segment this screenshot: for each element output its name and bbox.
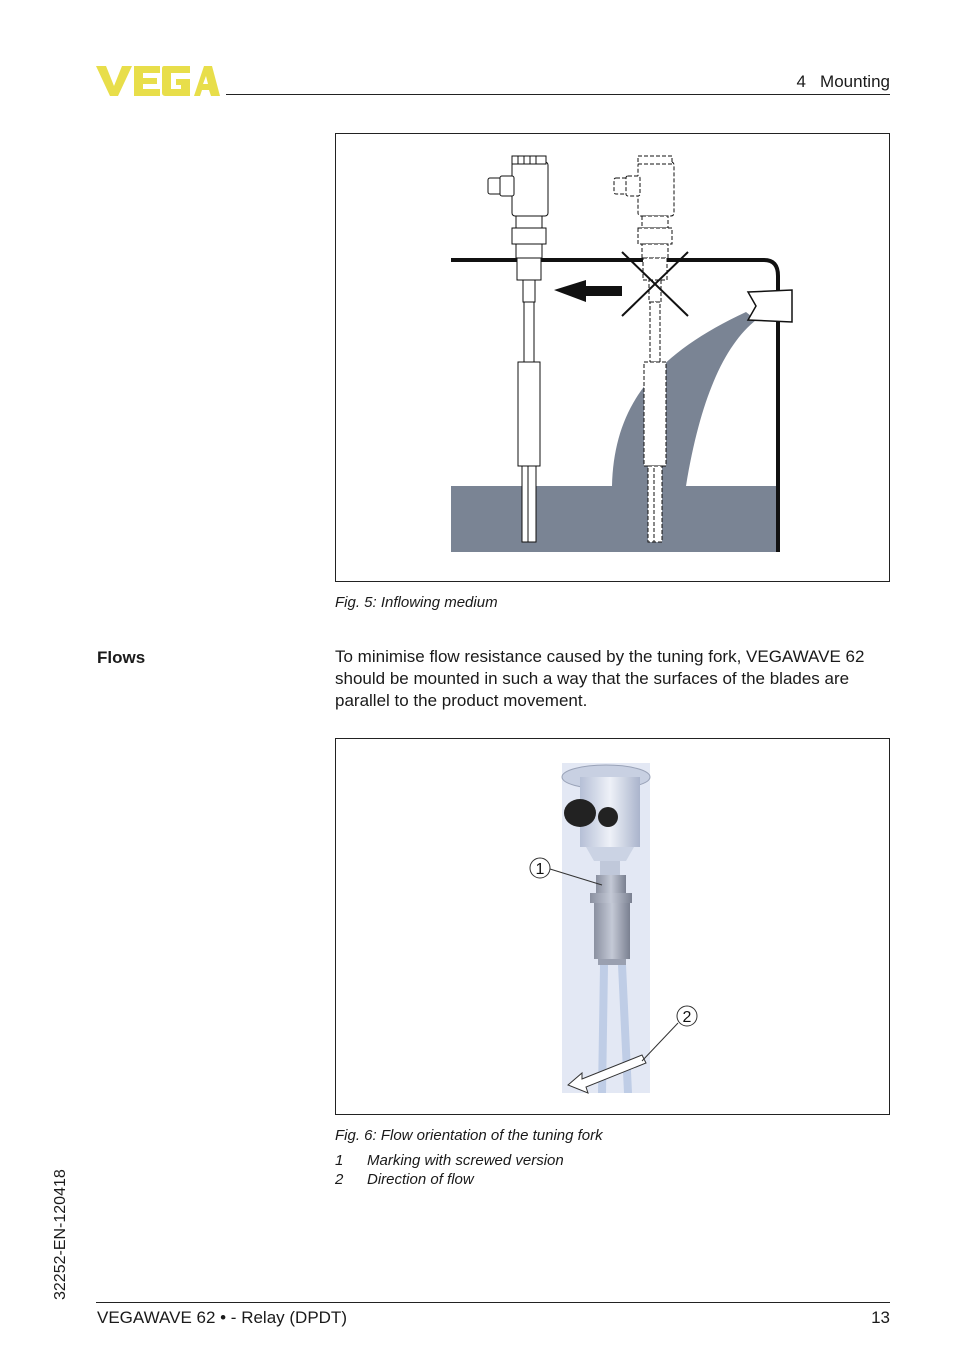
figure-caption: Fig. 5: Inflowing medium [335, 594, 498, 611]
inlet-nozzle [748, 290, 792, 322]
cable-gland-icon [564, 799, 596, 827]
callout-1 [530, 858, 550, 878]
flow-arrow [554, 280, 622, 302]
figure-flow-orientation [335, 738, 890, 1115]
footer-title: VEGAWAVE 62 • - Relay (DPDT) [97, 1308, 347, 1327]
callout-1-label: 1 [535, 861, 545, 878]
probe-correct [488, 156, 548, 542]
tuning-fork-illustration [336, 739, 889, 1114]
legend-item [335, 1171, 474, 1188]
body-paragraph: To minimise flow resistance caused by the tuning fork, VEGAWAVE 62 should be mounted in such a way that the surfaces of the blades are parallel to the product movement. [335, 647, 865, 710]
callout-2 [677, 1006, 697, 1026]
document-id: 32252-EN-120418 [52, 1169, 69, 1300]
callout-2-label: 2 [682, 1009, 692, 1026]
process-connection [590, 875, 632, 965]
page-number: 13 [871, 1308, 890, 1327]
vega-logo [96, 64, 220, 98]
legend-text: Marking with screwed version [367, 1152, 564, 1169]
legend-number: 1 [335, 1152, 344, 1169]
legend-number: 2 [335, 1171, 344, 1188]
section-heading: Flows [97, 648, 146, 667]
figure-inflowing-medium [335, 133, 890, 582]
legend-item [335, 1152, 564, 1169]
legend-text: Direction of flow [367, 1171, 474, 1188]
footer-rule [96, 1302, 890, 1303]
figure-caption: Fig. 6: Flow orientation of the tuning fork [335, 1127, 603, 1144]
section-title: 4 Mounting [796, 72, 890, 91]
medium-surface [451, 486, 776, 552]
inflow-stream [612, 312, 756, 486]
inflowing-medium-illustration [336, 134, 889, 581]
header-rule [226, 94, 890, 95]
